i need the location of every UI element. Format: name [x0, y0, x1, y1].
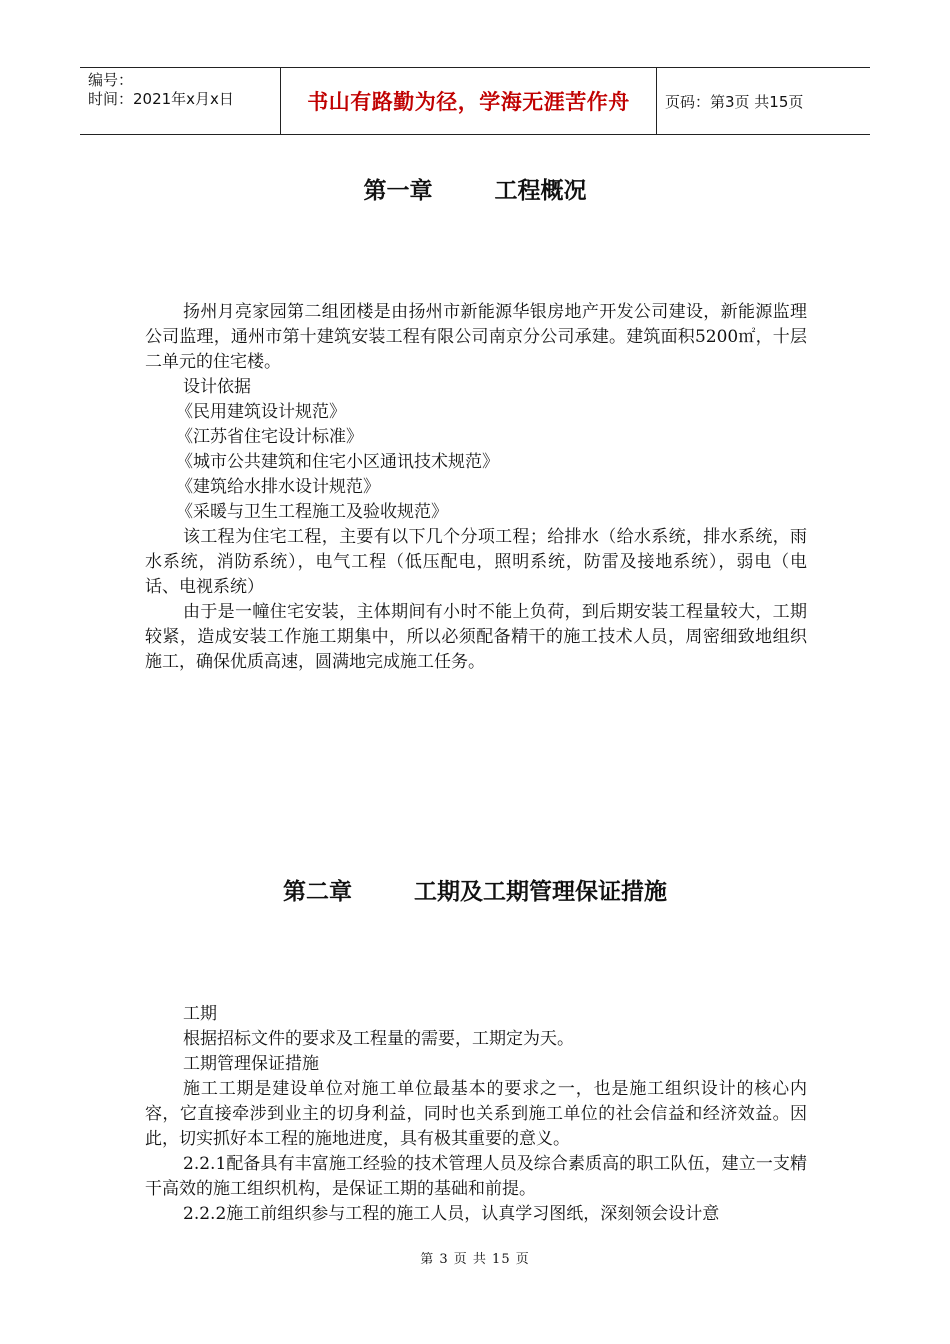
standard-item: 《江苏省住宅设计标准》	[176, 427, 363, 447]
header-motto: 书山有路勤为径，学海无涯苦作舟	[307, 90, 630, 114]
doc-date-label: 时间：2021年x月x日	[88, 90, 234, 108]
measures-intro-paragraph: 施工工期是建设单位对施工单位最基本的要求之一，也是施工组织设计的核心内容，它直接牵涉到业主的切身利益，同时也关系到施工单位的社会信益和经济效益。因此，切实抓好本工程的施地进度，具有极其重要的意义。	[145, 1079, 807, 1149]
measures-label: 工期管理保证措施	[183, 1054, 319, 1074]
measure-item-2-2-1: 2.2.1配备具有丰富施工经验的技术管理人员及综合素质高的职工队伍，建立一支精干高效的施工组织机构，是保证工期的基础和前提。	[145, 1154, 807, 1199]
page-footer: 第 3 页 共 15 页	[420, 1252, 530, 1267]
measure-item-2-2-2: 2.2.2施工前组织参与工程的施工人员，认真学习图纸，深刻领会设计意	[183, 1204, 720, 1224]
standard-item: 《城市公共建筑和住宅小区通讯技术规范》	[176, 452, 499, 472]
document-header	[80, 67, 870, 135]
chapter1-scope-paragraph: 该工程为住宅工程，主要有以下几个分项工程；给排水（给水系统，排水系统，雨水系统，消防系统），电气工程（低压配电，照明系统，防雷及接地系统），弱电（电话、电视系统）	[145, 527, 807, 597]
standard-item: 《建筑给水排水设计规范》	[176, 477, 380, 497]
standard-item: 《民用建筑设计规范》	[176, 402, 346, 422]
header-meta-cell	[80, 68, 281, 134]
period-label: 工期	[183, 1004, 217, 1024]
chapter1-number: 第一章	[363, 178, 433, 204]
header-motto-cell	[281, 68, 657, 134]
header-page-info: 页码：第3页 共15页	[665, 92, 804, 111]
header-page-cell	[657, 68, 870, 134]
chapter2-title: 工期及工期管理保证措施	[414, 879, 667, 905]
design-basis-label: 设计依据	[183, 377, 251, 397]
period-text: 根据招标文件的要求及工程量的需要，工期定为天。	[183, 1029, 574, 1049]
chapter2-heading	[0, 873, 950, 906]
chapter1-title: 工程概况	[494, 178, 587, 204]
doc-number-label: 编号：	[88, 71, 134, 89]
chapter1-intro-paragraph: 扬州月亮家园第二组团楼是由扬州市新能源华银房地产开发公司建设，新能源监理公司监理，通州市第十建筑安装工程有限公司南京分公司承建。建筑面积5200㎡，十层二单元的住宅楼。	[145, 302, 807, 372]
chapter2-number: 第二章	[283, 879, 352, 905]
chapter1-reason-paragraph: 由于是一幢住宅安装，主体期间有小时不能上负荷，到后期安装工程量较大，工期较紧，造成安装工作施工期集中，所以必须配备精干的施工技术人员，周密细致地组织施工，确保优质高速，圆满地完成施工任务。	[145, 602, 807, 672]
chapter1-heading	[0, 172, 950, 205]
standard-item: 《采暖与卫生工程施工及验收规范》	[176, 502, 448, 522]
